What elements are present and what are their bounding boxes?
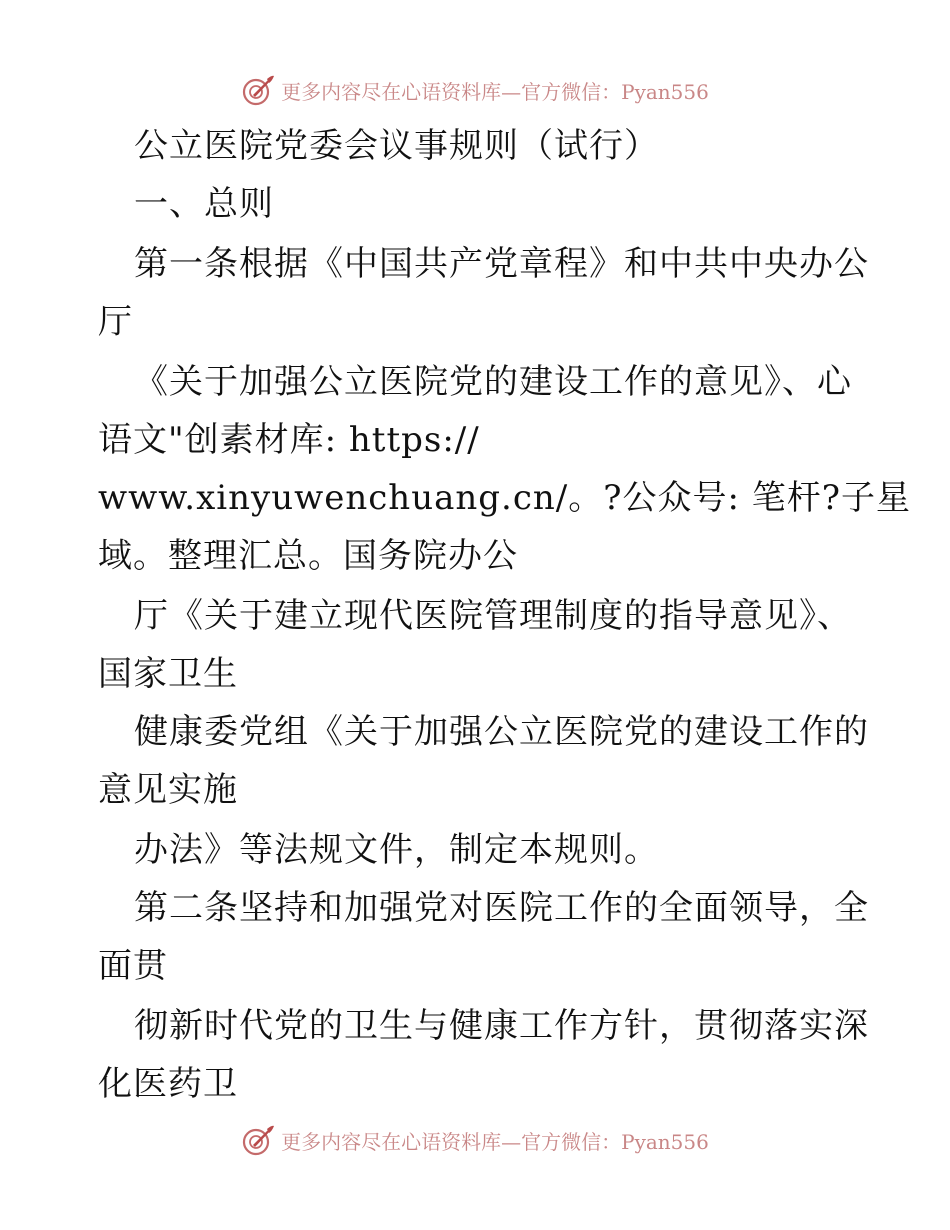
text-line: 办法》等法规文件，制定本规则。 [134,830,659,870]
text-line: 语文"创素材库: https:// [98,420,480,460]
header-banner [0,70,950,110]
quill-logo-icon [241,73,275,107]
text-line: 厅 [98,302,133,342]
banner-text: 更多内容尽在心语资料库—官方微信：Pyan556 [281,1129,709,1154]
footer-banner [0,1120,950,1160]
text-line: 化医药卫 [98,1064,238,1104]
quill-logo-icon [241,1123,275,1157]
text-line: 《关于加强公立医院党的建设工作的意见》、心 [134,362,852,402]
text-line: 第二条坚持和加强党对医院工作的全面领导，全 [134,888,869,928]
text-line: www.xinyuwenchuang.cn/。?公众号: 笔杆?子星 [98,478,911,518]
document-title: 公立医院党委会议事规则（试行） [134,126,659,166]
text-line: 意见实施 [98,770,238,810]
text-line: 域。整理汇总。国务院办公 [98,536,518,576]
section-heading: 一、总则 [134,184,274,224]
text-line: 健康委党组《关于加强公立医院党的建设工作的 [134,712,869,752]
text-line: 国家卫生 [98,654,238,694]
text-line: 面贯 [98,946,168,986]
text-line: 彻新时代党的卫生与健康工作方针，贯彻落实深 [134,1006,869,1046]
text-line: 厅《关于建立现代医院管理制度的指导意见》、 [134,596,852,636]
banner-text: 更多内容尽在心语资料库—官方微信：Pyan556 [281,79,709,104]
text-line: 第一条根据《中国共产党章程》和中共中央办公 [134,244,869,284]
